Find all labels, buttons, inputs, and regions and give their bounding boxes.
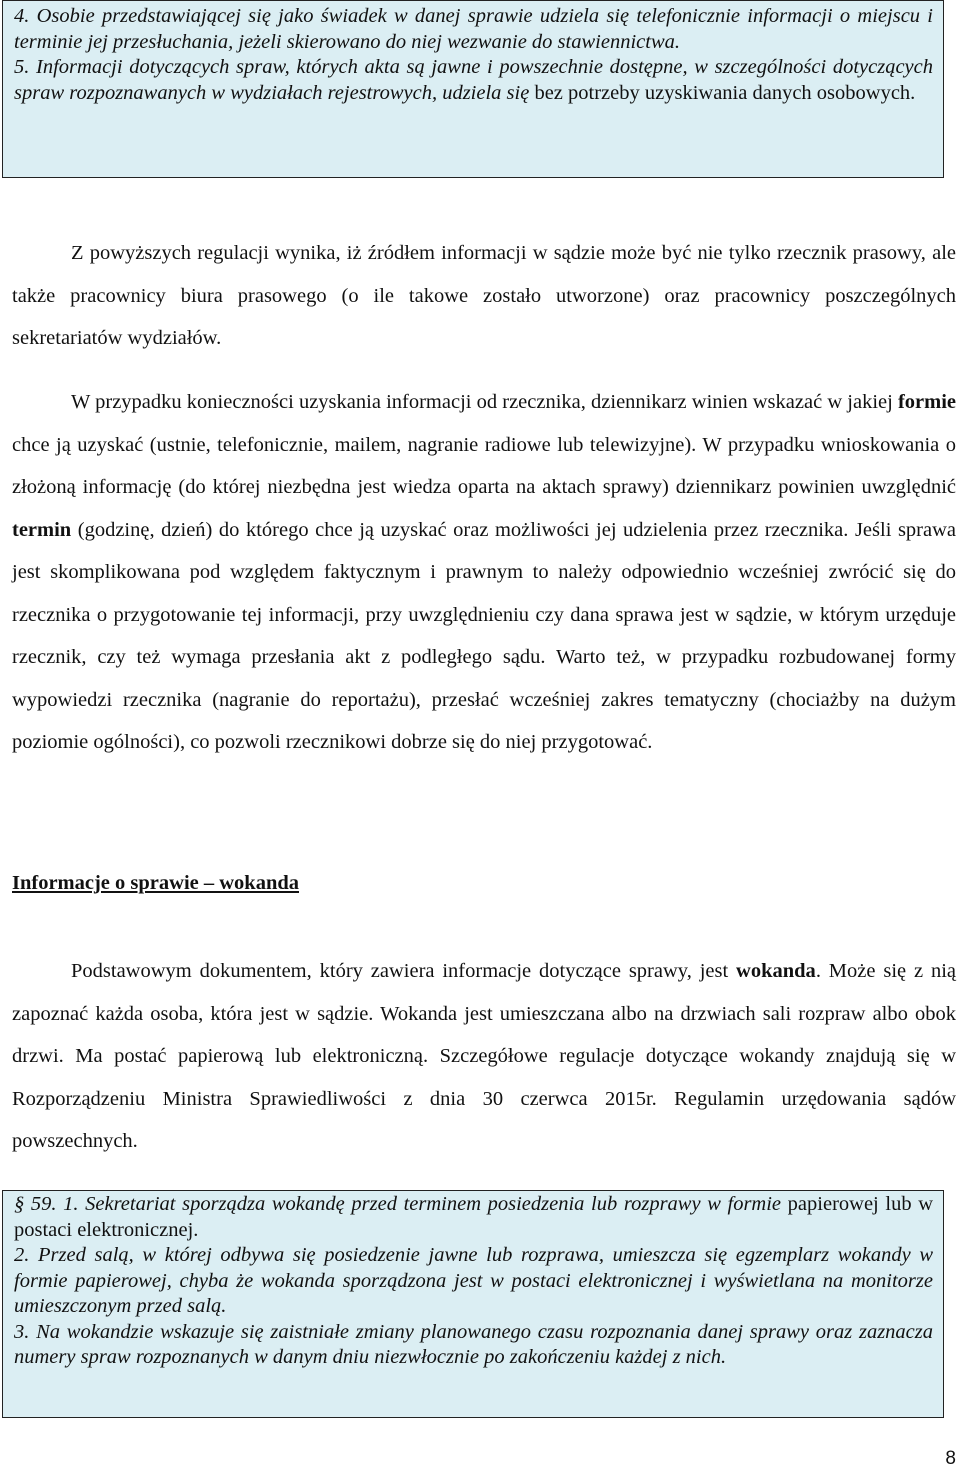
page-number: 8 [945,1448,956,1469]
paragraph-3-part-1: Podstawowym dokumentem, który zawiera informacje dotyczące sprawy, jest [71,960,737,982]
section-heading: Informacje o sprawie – wokanda [12,872,299,894]
paragraph-wokanda [12,950,956,1163]
regulation-item-4: 4. Osobie przedstawiającej się jako świadek w danej sprawie udziela się telefonicznie informacji o miejscu i terminie jej przesłuchania, jeżeli skierowano do niej wezwanie do stawiennictwa. [14,5,933,53]
regulation-item-1-tail: papierowej lub w postaci elektronicznej. [14,1193,933,1241]
paragraph-3-part-2: . Może się z nią zapoznać każda osoba, która jest w sądzie. Wokanda jest umieszczana albo na drzwiach sali rozpraw albo obok drzwi. Ma postać papierową lub elektroniczną. Szczegółowe regulacje dotyczące wokandy znajdują się w Rozporządzeniu Ministra Sprawiedliwości z dnia 30 czerwca 2015r. Regulamin urzędowania sądów powszechnych. [12,960,957,1152]
quoted-regulation-box-top [2,0,944,178]
paragraph-sources-of-information [12,232,956,360]
regulation-item-5 [14,55,933,106]
regulation-item-5-italic: 5. Informacji dotyczących spraw, których akta są jawne i powszechnie dostępne, w szczególności dotyczących spraw rozpoznawanych w wydziałach rejestrowych, udziela się [14,56,933,104]
paragraph-2-part-3: (godzinę, dzień) do którego chce ją uzyskać oraz możliwości jej udzielenia przez rzecznika. Jeśli sprawa jest skomplikowana pod względem faktycznym i prawnym to należy odpowiednio wcześniej zwrócić się do rzecznika o przygotowanie tej informacji, przy uwzględnieniu czy dana sprawa jest w sądzie, w którym urzęduje rzecznik, czy też wymaga przesłania akt z podległego sądu. Warto też, w przypadku rozbudowanej formy wypowiedzi rzecznika (nagranie do reportażu), przesłać wcześniej zakres tematyczny (chociażby na dużym poziomie ogólności), co pozwoli rzecznikowi dobrze się do niej przygotować. [12,518,956,753]
regulation-item-3: 3. Na wokandzie wskazuje się zaistniałe zmiany planowanego czasu rozpoznania danej sprawy oraz zaznacza numery spraw rozpoznanych w danym dniu niezwłocznie po zakończeniu każdej z nich. [14,1320,933,1368]
bold-term-wokanda: wokanda [736,960,816,982]
regulation-item-1-italic: § 59. 1. Sekretariat sporządza wokandę przed terminem posiedzenia lub rozprawy w formie [14,1193,782,1215]
paragraph-2-part-2: chce ją uzyskać (ustnie, telefonicznie, mailem, nagranie radiowe lub telewizyjne). W przypadku wnioskowania o złożoną informację (do której niezbędna jest wiedza oparta na aktach sprawy) dziennikarz powinien uwzględnić [12,433,956,498]
bold-term-formie: formie [897,391,956,413]
paragraph-2-part-1: W przypadku konieczności uzyskania informacji od rzecznika, dziennikarz winien wskazać w jakiej [71,391,898,413]
paragraph-requesting-information [12,381,956,764]
paragraph-3-text [12,950,956,1163]
paragraph-2-text [12,381,956,764]
regulation-item-5-tail: bez potrzeby uzyskiwania danych osobowych. [529,81,916,104]
paragraph-1-text: Z powyższych regulacji wynika, iż źródłem informacji w sądzie może być nie tylko rzecznik prasowy, ale także pracownicy biura prasowego (o ile takowe zostało utworzone) oraz pracownicy poszczególnych sekretariatów wydziałów. [12,242,956,349]
bold-term-termin: termin [12,518,72,541]
regulation-item-2: 2. Przed salą, w której odbywa się posiedzenie jawne lub rozprawa, umieszcza się egzemplarz wokandy w formie papierowej, chyba że wokanda sporządzona jest w postaci elektronicznej i wyświetlana na monitorze umieszczonym przed salą. [14,1244,933,1317]
quoted-regulation-box-bottom [2,1190,944,1418]
regulation-par-59-item-1 [14,1192,933,1243]
